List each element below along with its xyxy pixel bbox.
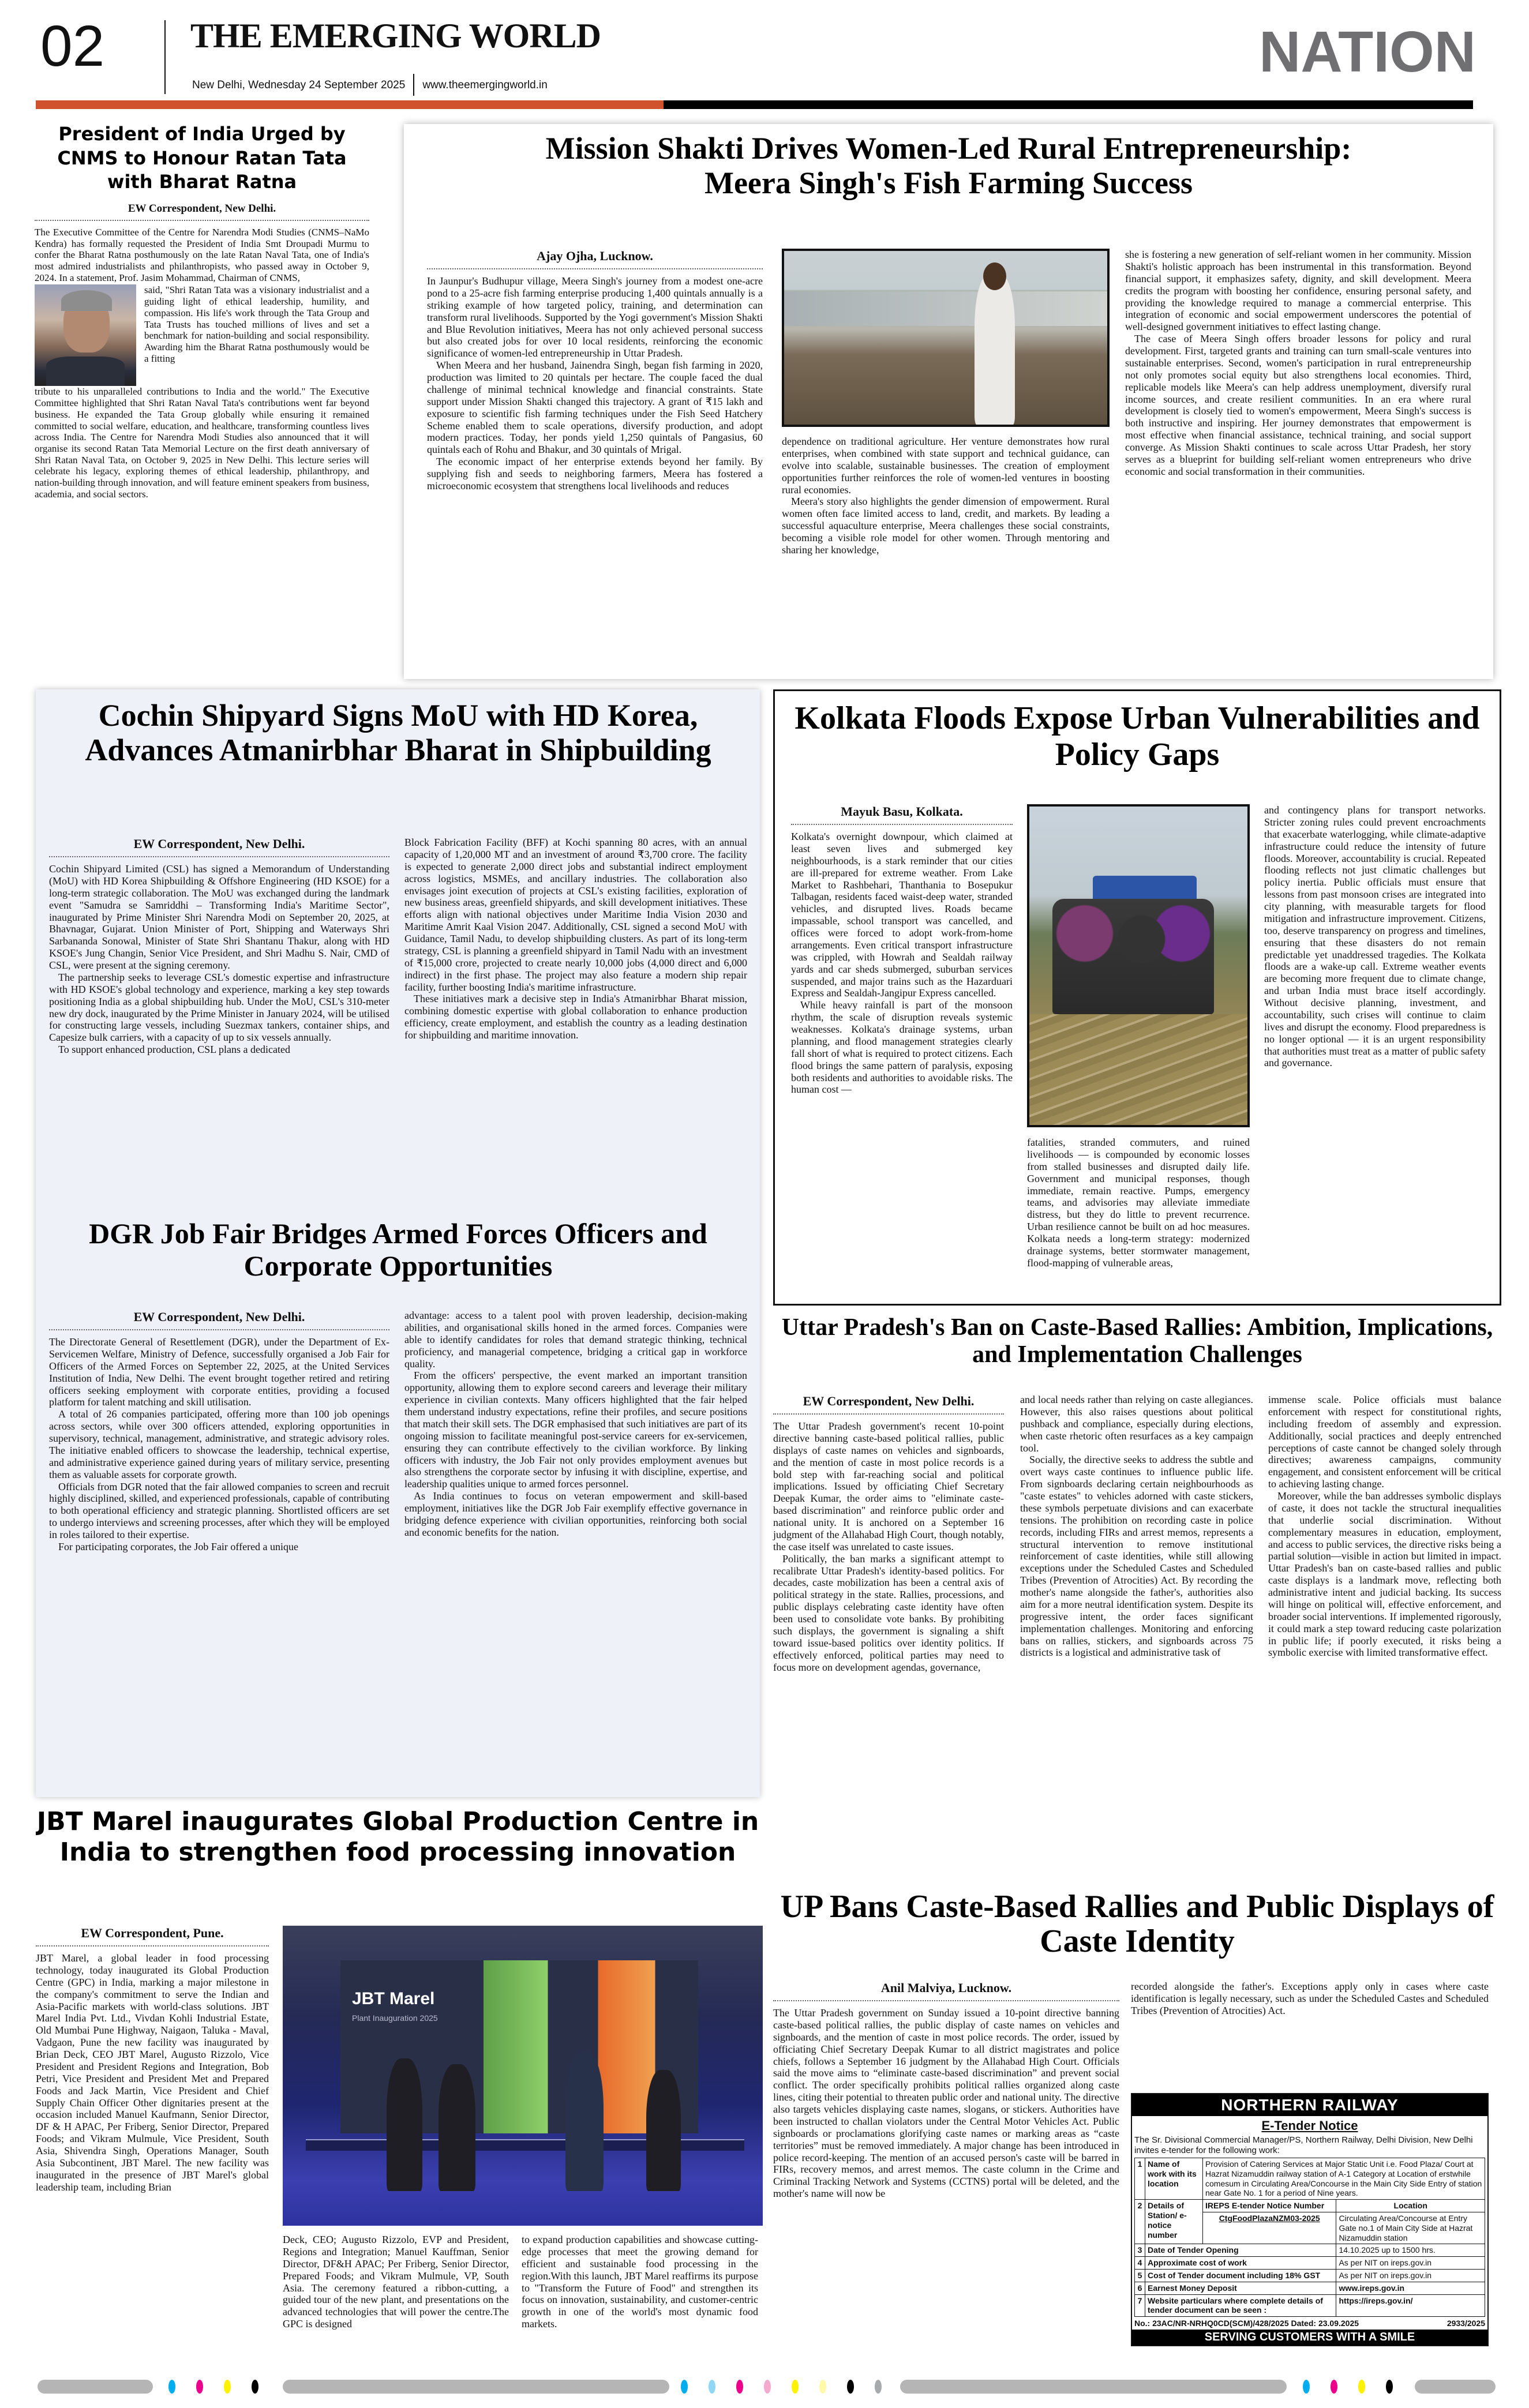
notice-number: CtgFoodPlazaNZM03-2025: [1203, 2212, 1336, 2244]
jbt-marel-inauguration-photo: [283, 1926, 763, 2226]
row-number: 4: [1135, 2257, 1145, 2270]
photo-caption-text: Plant Inauguration 2025: [352, 2013, 438, 2023]
row-label: Website particulars where complete details of tender document can be seen :: [1145, 2294, 1336, 2317]
tender-table: [1134, 2158, 1485, 2317]
dateline: New Delhi, Wednesday 24 September 2025: [192, 78, 406, 91]
article-body: tribute to his unparalleled contributions to India and the world." The Executive Committee highlighted that Shri Ratan Naval Tata's contributions went far beyond business. He expanded the Tata Group globally while ensuring it remained committed to social welfare, education, and healthcare, transforming countless lives across India. The Centre for Narendra Modi Studies also announced that it will organise its second Ratan Tata Memorial Lecture on the first death anniversary of Shri Ratan Naval Tata, on October 9, 2025 in New Delhi. This lecture series will celebrate his legacy, exploring themes of ethical leadership, philanthropy, and nation-building through innovation, and will feature eminent speakers from business, academia, and social sectors.: [35, 386, 369, 500]
article-body: advantage: access to a talent pool with proven leadership, decision-making abilities, and organisational skills honed in the armed forces. Companies were able to identify candidates for roles that demand strategic thinking, technical proficiency, and managerial competence, bridging a critical gap in workforce quality.: [404, 1310, 747, 1370]
tender-row: [1135, 2294, 1485, 2317]
row-value[interactable]: www.ireps.gov.in: [1336, 2282, 1485, 2294]
photo-person: [975, 274, 1015, 425]
registration-dot-yellow: [1358, 2380, 1365, 2394]
masthead-rule-accent: [36, 100, 664, 109]
article-body: While heavy rainfall is part of the monsoon rhythm, the scale of disruption reveals systemic weaknesses. Kolkata's drainage systems, urban planning, and flood management strategies clearly fall short of what is required to protect citizens. Each flood brings the same pattern of paralysis, exposing both residents and authorities to avoidable risks. The human cost —: [791, 999, 1013, 1096]
meera-singh-fish-farm-photo: [782, 249, 1110, 427]
article-body: JBT Marel, a global leader in food processing technology, today inaugurated its Global Production Centre (GPC) in India, marking a major milestone in the company's commitment to serve the Indian and Asia-Pacific markets with world-class solutions. JBT Marel India Pvt. Ltd., Vivdan Kohli Industrial Estate, Old Mumbai Pune Highway, Naigaon, Taluka - Maval, Vadgaon, Pune the new facility was inaugurated by Brian Deck, CEO JBT Marel, Augusto Rizzolo, Vice President and President Regions and Integration, Bob Petri, Vice President and President Met and Prepared Foods and Jack Martin, Vice President and Chief Supply Chain Officer Other dignitaries present at the occasion included Manuel Kaufmann, Senior Director, DF & H APAC, Per Friberg, Senior Director, Prepared Foods; and Vikram Mulmule, Vice President, South Asia, Shivendra Singh, Operations Manager, South Asia Subcontinent, JBT Marel. The new facility was inaugurated in the presence of JBT Marel's global leadership team, including Brian: [36, 1952, 269, 2193]
tender-footer: [1132, 2317, 1487, 2330]
registration-bar: [283, 2380, 669, 2394]
tender-row: [1135, 2282, 1485, 2294]
byline: Mayuk Basu, Kolkata.: [791, 804, 1013, 825]
article-body: Kolkata's overnight downpour, which claimed at least seven lives and submerged key neighbourhoods, is a stark reminder that our cities are ill-prepared for extreme weather. From Lake Market to Rashbehari, Thanthania to Bosepukur Talbagan, residents faced waist-deep water, stranded vehicles, and disrupted lives. Roads became impassable, school transport was cancelled, and offices were forced to adopt work-from-home arrangements. Even critical transport infrastructure was crippled, with Howrah and Sealdah railway yards and car sheds submerged, suburban services suspended, and major trains such as the Hazarduari Express and Sealdah-Jangipur Express cancelled.: [791, 831, 1013, 999]
tender-title: E-Tender Notice: [1261, 2118, 1358, 2133]
article-body: The Uttar Pradesh government's recent 10-point directive banning caste-based political rallies, public displays of caste names on vehicles and signboards, and the mention of caste in most police records is a bold step with far-reaching social and political implications. Issued by officiating Chief Secretary Deepak Kumar, the order aims to "eliminate caste-based discrimination" and reinforce public order and national unity. It is anchored on a September 16 judgment of the Allahabad High Court, though notably, the case itself was unrelated to caste issues.: [773, 1420, 1004, 1552]
byline: Anil Malviya, Lucknow.: [773, 1981, 1119, 2001]
article-body: As India continues to focus on veteran empowerment and skill-based employment, initiatives like the DGR Job Fair exemplify effective governance in bridging defence experience with civilian opportunities, reinforcing both social and economic benefits for the nation.: [404, 1490, 747, 1538]
registration-bar: [38, 2380, 153, 2394]
tender-code: 2933/2025: [1446, 2319, 1485, 2328]
row-number: 2: [1135, 2200, 1145, 2244]
byline: EW Correspondent, New Delhi.: [35, 202, 369, 221]
notice-location: Circulating Area/Concourse at Entry Gate no.1 of Main City Side at Hazrat Nizamuddin station: [1336, 2212, 1485, 2244]
section-name: NATION: [1259, 20, 1476, 84]
photo-brand-text: JBT Marel: [352, 1989, 435, 2008]
article-body: The Directorate General of Resettlement (DGR), under the Department of Ex-Servicemen Welfare, Ministry of Defence, successfully organised a Job Fair for Officers of the Armed Forces on September 22, 2025, at the United Services Institution of India, New Delhi. The event brought together retired and retiring officers seeking employment with corporate entities, providing a focused platform for talent matching and skill utilisation.: [49, 1336, 389, 1408]
dateline-divider: [413, 74, 414, 96]
article-body: From the officers' perspective, the event marked an important transition opportunity, allowing them to explore second careers and leverage their military experience in civilian contexts. Many officers highlighted that the fair helped them understand industry expectations, refine their profiles, and secure positions that match their skill sets. The DGR emphasised that such initiatives are part of its ongoing mission to facilitate meaningful post-service careers for ex-servicemen, ensuring they can contribute effectively to the civilian workforce. By linking officers with industry, the Job Fair not only provides employment avenues but also strengthens the corporate sector by infusing it with discipline, expertise, and leadership qualities unique to armed forces personnel.: [404, 1370, 747, 1490]
dateline-row: [192, 74, 548, 96]
registration-dot-light-yellow: [819, 2380, 826, 2394]
masthead: [0, 0, 1529, 115]
photo-pond-water: [784, 291, 1107, 326]
subheader-location: Location: [1336, 2200, 1485, 2212]
headline: DGR Job Fair Bridges Armed Forces Officers and Corporate Opportunities: [89, 1217, 707, 1282]
row-value: As per NIT on ireps.gov.in: [1336, 2269, 1485, 2282]
article-body: recorded alongside the father's. Exceptions apply only in cases where caste identification is legally necessary, such as under the Scheduled Castes and Scheduled Tribes (Prevention of Atrocities) Act.: [1131, 1981, 1489, 2016]
photo-person-head: [983, 262, 1006, 290]
tender-org: NORTHERN RAILWAY: [1132, 2094, 1487, 2116]
photo-person: [387, 2058, 422, 2191]
headline: JBT Marel inaugurates Global Production Centre in India to strengthen food processing innovation: [36, 1807, 759, 1867]
row-number: 5: [1135, 2269, 1145, 2282]
article-body: fatalities, stranded commuters, and ruined livelihoods — is compounded by economic losses from stalled businesses and disrupted daily life. Government and municipal responses, though immediate, remain reactive. Pumps, emergency teams, and advisories may alleviate immediate distress, but they do little to prevent recurrence. Urban resilience cannot be built on ad hoc measures. Kolkata needs a long-term strategy: modernized drainage systems, better stormwater management, flood-mapping of vulnerable areas,: [1027, 1137, 1250, 1269]
article-body: When Meera and her husband, Jainendra Singh, began fish farming in 2020, production was limited to 20 quintals per hectare. The couple faced the dual challenge of minimal technical knowledge and financial constraints. State support under Mission Shakti changed this trajectory. A grant of ₹15 lakh and exposure to scientific fish farming techniques under the Fish Seed Hatchery Scheme enabled them to scale operations, diversify production, and adopt modern practices. Today, her ponds yield 1,250 quintals of Pangasius, 60 quintals each of Rohu and Bhakur, and 30 quintals of Mrigal.: [427, 359, 763, 456]
registration-dot-cyan: [168, 2380, 175, 2394]
row-number: 6: [1135, 2282, 1145, 2294]
tender-row: [1135, 2158, 1485, 2200]
registration-dot-yellow: [792, 2380, 799, 2394]
article-body: A total of 26 companies participated, offering more than 100 job openings across sectors, while over 300 officers attended, exploring opportunities in supervisory, technical, management, administrative, and strategic advisory roles. The initiative enabled officers to showcase the leadership, technical expertise, and administrative experience gained during years of military service, presenting them as valuable assets for corporate growth.: [49, 1408, 389, 1480]
registration-dot-magenta: [196, 2380, 203, 2394]
article-body: dependence on traditional agriculture. Her venture demonstrates how rural enterprises, when combined with state support and technical guidance, can evolve into scalable, sustainable businesses. The creation of employment opportunities further reinforces the role of women-led ventures in boosting rural economies.: [782, 436, 1110, 496]
masthead-rule: [664, 100, 1473, 109]
article-body: For participating corporates, the Job Fair offered a unique: [58, 1540, 299, 1552]
row-label: Name of work with its location: [1145, 2158, 1203, 2200]
byline: EW Correspondent, New Delhi.: [773, 1394, 1004, 1415]
subheader-notice-number: IREPS E-tender Notice Number: [1203, 2200, 1336, 2212]
row-value[interactable]: https://ireps.gov.in/: [1336, 2294, 1485, 2317]
photo-floodwater: [1029, 1014, 1247, 1127]
headline-line: Mission Shakti Drives Women-Led Rural Entrepreneurship:: [545, 131, 1352, 166]
row-label: Cost of Tender document including 18% GST: [1145, 2269, 1336, 2282]
article-body: to expand production capabilities and showcase cutting-edge processes that meet the growing demand for efficient and sustainable food processing in the region.With this launch, JBT Marel reaffirms its purpose to "Transform the Future of Food" and strengthen its focus on innovation, sustainability, and customer-centric growth in one of the world's most dynamic food markets.: [522, 2234, 758, 2330]
article-body: The partnership seeks to leverage CSL's domestic expertise and infrastructure with HD KSOE's global technology and experience, marking a key step towards positioning India as a global shipbuilding hub. Under the MoU, CSL's 310-meter new dry dock, inaugurated by the Prime Minister in January 2024, will be utilised for constructing large vessels, including Suezmax tankers, container ships, and Capesize bulk carriers, with a capacity of up to six vessels annually.: [49, 971, 389, 1044]
tender-intro: The Sr. Divisional Commercial Manager/PS, Northern Railway, Delhi Division, New Delhi invites e-tender for the following work:: [1134, 2135, 1473, 2155]
registration-dot-cyan: [1303, 2380, 1310, 2394]
registration-dot-black: [1386, 2380, 1393, 2394]
byline: EW Correspondent, Pune.: [36, 1926, 269, 1946]
headline-line: Meera Singh's Fish Farming Success: [704, 166, 1193, 201]
row-number: 7: [1135, 2294, 1145, 2317]
article-body: Block Fabrication Facility (BFF) at Kochi spanning 80 acres, with an annual capacity of 1,20,000 MT and an investment of around ₹3,700 crore. The facility is expected to generate 2,000 direct jobs and substantial indirect employment across logistics, MSMEs, and ancillary industries. The collaboration also envisages joint execution of projects at CSL's existing facilities, exploration of new business areas, greenfield shipyards, and skill development initiatives. These efforts align with national objectives under Maritime India Vision 2030 and Maritime Amrit Kaal Vision 2047. Additionally, CSL signed a second MoU with Guidance, Tamil Nadu, to develop shipbuilding clusters. As part of its long-term strategy, CSL is planning a greenfield shipyard in Tamil Nadu with an investment of ₹15,000 crore, projected to create nearly 10,000 jobs (4,000 direct and 6,000 indirect) in the first phase. The project may also feature a modern ship repair facility, further boosting India's maritime infrastructure.: [404, 837, 747, 993]
tender-slogan: SERVING CUSTOMERS WITH A SMILE: [1132, 2330, 1487, 2345]
article-body: Officials from DGR noted that the fair allowed companies to screen and recruit highly disciplined, skilled, and experienced professionals, capable of contributing to both operational efficiency and strategic planning. Shortlisted officers are set to undergo interviews and screening processes, after which they will be employed in roles tailored to their expertise.: [49, 1480, 389, 1540]
article-body: Politically, the ban marks a significant attempt to recalibrate Uttar Pradesh's identity-based politics. For decades, caste mobilization has been a central axis of political strategy in the state. Rallies, processions, and public displays celebrating caste identity have often been used to consolidate vote banks. By prohibiting such displays, the government is signaling a shift toward issue-based politics over identity politics. If effectively enforced, political parties may need to focus more on development agendas, governance,: [773, 1552, 1004, 1673]
article-body: These initiatives mark a decisive step in India's Atmanirbhar Bharat mission, combining domestic expertise with global collaboration to enhance production efficiency, create employment, and establish the country as a leading destination for shipbuilding and maritime innovation.: [404, 993, 747, 1041]
article-body: The Executive Committee of the Centre for Narendra Modi Studies (CNMS–NaMo Kendra) has formally requested the President of India Smt Droupadi Murmu to confer the Bharat Ratna posthumously on the late Ratan Naval Tata, one of India's most admired industrialists and philanthropists, who passed away in October 9, 2024. In a statement, Prof. Jasim Mohammad, Chairman of CNMS,: [35, 226, 369, 283]
article-body: said, "Shri Ratan Tata was a visionary industrialist and a guiding light of ethical leadership, humility, and compassion. His life's work through the Tata Group and Tata Trusts has touched millions of lives and set a benchmark for nation-building and social responsibility. Awarding him the Bharat Ratna posthumously would be a fitting: [144, 284, 369, 364]
row-number: 3: [1135, 2244, 1145, 2257]
registration-dot-magenta: [1331, 2380, 1337, 2394]
article-kolkata: [773, 689, 1501, 1306]
tender-ref-number: No.: 23AC/NR-NRHQ0CD(SCM)/428/2025 Dated: 23.09.2025: [1134, 2319, 1359, 2328]
registration-dot-light-cyan: [709, 2380, 715, 2394]
article-body: Moreover, while the ban addresses symbolic displays of caste, it does not tackle the structural inequalities that underlie social discrimination. Without complementary measures in education, employment, and access to public services, the directive risks being a partial solution—visible in action but limited in impact. Uttar Pradesh's ban on caste-based rallies and public caste displays is a landmark move, reflecting both administrative intent and judicial backing. Its success will hinge on political will, effective enforcement, and broader social interventions. If implemented rigorously, it could mark a step toward reducing caste polarization in public life; if poorly executed, it risks being a symbolic exercise with limited transformative effect.: [1268, 1490, 1501, 1659]
row-label: Approximate cost of work: [1145, 2257, 1336, 2270]
ratan-tata-photo: [35, 284, 136, 386]
headline: Kolkata Floods Expose Urban Vulnerabilities and Policy Gaps: [795, 700, 1480, 772]
registration-dot-cyan: [681, 2380, 688, 2394]
article-body: The economic impact of her enterprise extends beyond her family. By supplying fish and seeds to neighboring farmers, Meera has fostered a microeconomic ecosystem that strengthens local livelihoods and reduces: [427, 456, 763, 492]
article-body: and contingency plans for transport networks. Stricter zoning rules could prevent encroachments that exacerbate waterlogging, while climate-adaptive infrastructure could reduce the intensity of future floods. Moreover, accountability is crucial. Repeated flooding reflects not just climatic challenges but policy inertia. Public officials must ensure that lessons from past monsoon crises are integrated into city planning, with measurable targets for flood mitigation and infrastructure improvement. Citizens, too, deserve transparency on progress and timelines, ensuring that these disasters do not remain predictable yet unaddressed tragedies. The Kolkata floods are a wake-up call. Extreme weather events are becoming more frequent due to climate change, and urban India must brace itself accordingly. Without decisive planning, investment, and accountability, such crises will continue to claim lives and disrupt the economy. Flood preparedness is no longer optional — it is an urgent responsibility that authorities must treat as a matter of public safety and governance.: [1264, 804, 1486, 1069]
row-label: Details of Station/ e-notice number: [1145, 2200, 1203, 2244]
headline: Cochin Shipyard Signs MoU with HD Korea, Advances Atmanirbhar Bharat in Shipbuilding: [85, 698, 711, 768]
article-body: Meera's story also highlights the gender dimension of empowerment. Rural women often face limited access to land, credit, and markets. By leading a successful aquaculture enterprise, Meera challenges these social constraints, becoming a visible role model for other women. Through mentoring and sharing her knowledge,: [782, 496, 1110, 556]
article-body: The Uttar Pradesh government on Sunday issued a 10-point directive banning caste-based political rallies, the public display of caste names on vehicles and signboards, and the mention of caste in most police records. The order, issued by officiating Chief Secretary Deepak Kumar to all district magistrates and police chiefs, follows a September 16 judgment by the Allahabad High Court. Officials said the move aims to “eliminate caste-based discrimination” and prevent social conflict. The order specifically prohibits political rallies organized along caste lines, citing their potential to threaten public order and national unity. The directive also targets vehicles displaying caste names, slogans, or stickers. Authorities have been instructed to challan violators under the Central Motor Vehicles Act. Public signboards or proclamations glorifying caste names or marking areas as “caste territories” must be removed immediately. A major change has been introduced in police record-keeping. The mention of an accused person's caste will be barred in FIRs, recovery memos, and arrest memos. The caste column in the Crime and Criminal Tracking Network and Systems (CCTNS) portal will be deleted, and the mother's name will now be: [773, 2007, 1119, 2200]
article-body: immense scale. Police officials must balance enforcement with respect for constitutional rights, including freedom of assembly and expression. Additionally, social practices and deeply entrenched perceptions of caste cannot be changed solely through directives; awareness campaigns, community engagement, and consistent enforcement will be critical to achieving lasting change.: [1268, 1394, 1501, 1490]
registration-dot-black: [252, 2380, 258, 2394]
masthead-divider: [164, 20, 166, 94]
photo-person: [646, 2070, 681, 2191]
headline: President of India Urged by CNMS to Honour Ratan Tata with Bharat Ratna: [57, 123, 347, 193]
headline: UP Bans Caste-Based Rallies and Public Displays of Caste Identity: [780, 1889, 1494, 1960]
article-body: Deck, CEO; Augusto Rizzolo, EVP and President, Regions and Integration; Manuel Kauffman, Senior Director, DF&H APAC; Per Friberg, Senior Director, Prepared Foods; and Vikram Mulmule, VP, South Asia. The ceremony featured a ribbon-cutting, a guided tour of the new plant, and presentations on the advanced technologies that will power the centre.The GPC is designed: [283, 2234, 509, 2330]
photo-person: [565, 2053, 604, 2191]
registration-bar: [1415, 2380, 1496, 2394]
article-body: she is fostering a new generation of self-reliant women in her community. Mission Shakti's holistic approach has been instrumental in this transformation. Beyond financial support, it emphasizes safety, dignity, and skill development. Meera credits the program with boosting her confidence, ensuring personal safety, and providing the knowledge required to manage a commercial enterprise. This integration of economic and social empowerment underscores the potential of well-designed government initiatives to effect lasting change.: [1125, 249, 1471, 333]
page-number: 02: [40, 14, 105, 78]
article-body: In Jaunpur's Budhupur village, Meera Singh's journey from a modest one-acre pond to a 25-acre fish farming enterprise producing 1,400 quintals annually is a striking example of how targeted policy, training, and determination can transform rural livelihoods. Supported by the Yogi government's Mission Shakti and Blue Revolution initiatives, Meera has not only achieved personal success but also created jobs for over 10 local residents, reinforcing the economic significance of women-led entrepreneurship in Uttar Pradesh.: [427, 275, 763, 359]
row-label: Date of Tender Opening: [1145, 2244, 1336, 2257]
photo-crowd: [1052, 899, 1214, 1014]
portrait-suit: [46, 357, 125, 386]
row-value: Provision of Catering Services at Major Static Unit i.e. Food Plaza/ Court at Hazrat Nizamuddin railway station of A-1 Category at Location of erstwhile comesum in Circulating Area/Concourse in the Main City Side Entry of station near Gate No. 1 for a period of Nine years.: [1203, 2158, 1485, 2200]
article-body: Socially, the directive seeks to address the subtle and overt ways caste continues to influence public life. From signboards declaring certain neighbourhoods as "caste estates" to vehicles adorned with caste stickers, these symbols perpetuate divisions and can exacerbate tensions. The prohibition on recording caste in police records, including FIRs and arrest memos, represents a structural intervention to remove institutional reinforcement of caste identities, while still allowing exceptions under the Scheduled Castes and Scheduled Tribes (Prevention of Atrocities) Act. By recording the mother's name alongside the father's, authorities also aim for a more neutral identification system. Despite its progressive intent, the order faces significant implementation challenges. Monitoring and enforcing bans on rallies, stickers, and signboards across 75 districts is a logistical and administrative task of: [1020, 1454, 1253, 1659]
article-body: The case of Meera Singh offers broader lessons for policy and rural development. First, targeted grants and training can turn small-scale ventures into sustainable enterprises. Second, women's participation in rural entrepreneurship not only promotes social equity but also strengthens local economies. Third, replicable models like Meera's can help address unemployment, diversify rural income sources, and create resilient communities. In an era where rural development is closely tied to women's empowerment, Meera Singh's success is both instructive and inspiring. Her journey demonstrates that empowerment is most effective when financial assistance, technical training, and social support converge. As Mission Shakti continues to scale across Uttar Pradesh, her story serves as a blueprint for building self-reliant women entrepreneurs who drive economic and social transformation in their communities.: [1125, 333, 1471, 477]
registration-bar: [900, 2380, 1287, 2394]
tender-row: [1135, 2244, 1485, 2257]
byline: EW Correspondent, New Delhi.: [49, 837, 389, 857]
byline: EW Correspondent, New Delhi.: [49, 1310, 389, 1330]
row-value: 14.10.2025 up to 1500 hrs.: [1336, 2244, 1485, 2257]
row-label: Earnest Money Deposit: [1145, 2282, 1336, 2294]
portrait-hair: [61, 290, 112, 311]
tender-row: [1135, 2269, 1485, 2282]
article-body: Cochin Shipyard Limited (CSL) has signed a Memorandum of Understanding (MoU) with HD Korea Shipbuilding & Offshore Engineering (HD KSOE) for a long-term strategic collaboration. The MoU was exchanged during the landmark event "Samudra se Samriddhi – Transforming India's Maritime Sector", inaugurated by Prime Minister Shri Narendra Modi on September 20, 2025, at Bhavnagar, Gujarat. Union Minister of Port, Shipping and Waterways Shri Sarbananda Sonowal, Minister of State Shri Shantanu Thakur, along with HD KSOE's Jung Changin, Senior Vice President, and Shri Madhu S. Nair, CMD of CSL, were present at the signing ceremony.: [49, 863, 389, 971]
photo-person: [439, 2064, 475, 2191]
row-number: 1: [1135, 2158, 1145, 2200]
article-mission-shakti: [404, 124, 1493, 679]
registration-dot-gray: [875, 2380, 882, 2394]
article-cochin: [49, 698, 747, 1206]
tender-row: [1135, 2200, 1485, 2212]
registration-dot-light-magenta: [764, 2380, 771, 2394]
article-body: To support enhanced production, CSL plans a dedicated: [58, 1044, 290, 1056]
headline: [415, 131, 1482, 241]
registration-dot-black: [847, 2380, 854, 2394]
tender-row: [1135, 2257, 1485, 2270]
registration-dot-yellow: [224, 2380, 231, 2394]
registration-dot-magenta: [736, 2380, 743, 2394]
article-body: and local needs rather than relying on caste allegiances. However, this also raises questions about political pushback and compliance, especially during elections, when caste rhetoric often resurfaces as a key campaign tool.: [1020, 1394, 1253, 1454]
headline: Uttar Pradesh's Ban on Caste-Based Rallies: Ambition, Implications, and Implementation Challenges: [781, 1314, 1493, 1368]
paper-name: THE EMERGING WORLD: [190, 17, 601, 55]
article-tata: [35, 122, 369, 500]
tender-notice-ad: [1131, 2093, 1489, 2346]
row-value: As per NIT on ireps.gov.in: [1336, 2257, 1485, 2270]
website-link[interactable]: www.theemergingworld.in: [422, 78, 548, 91]
byline: Ajay Ojha, Lucknow.: [427, 249, 763, 269]
kolkata-flood-photo: [1027, 804, 1250, 1127]
